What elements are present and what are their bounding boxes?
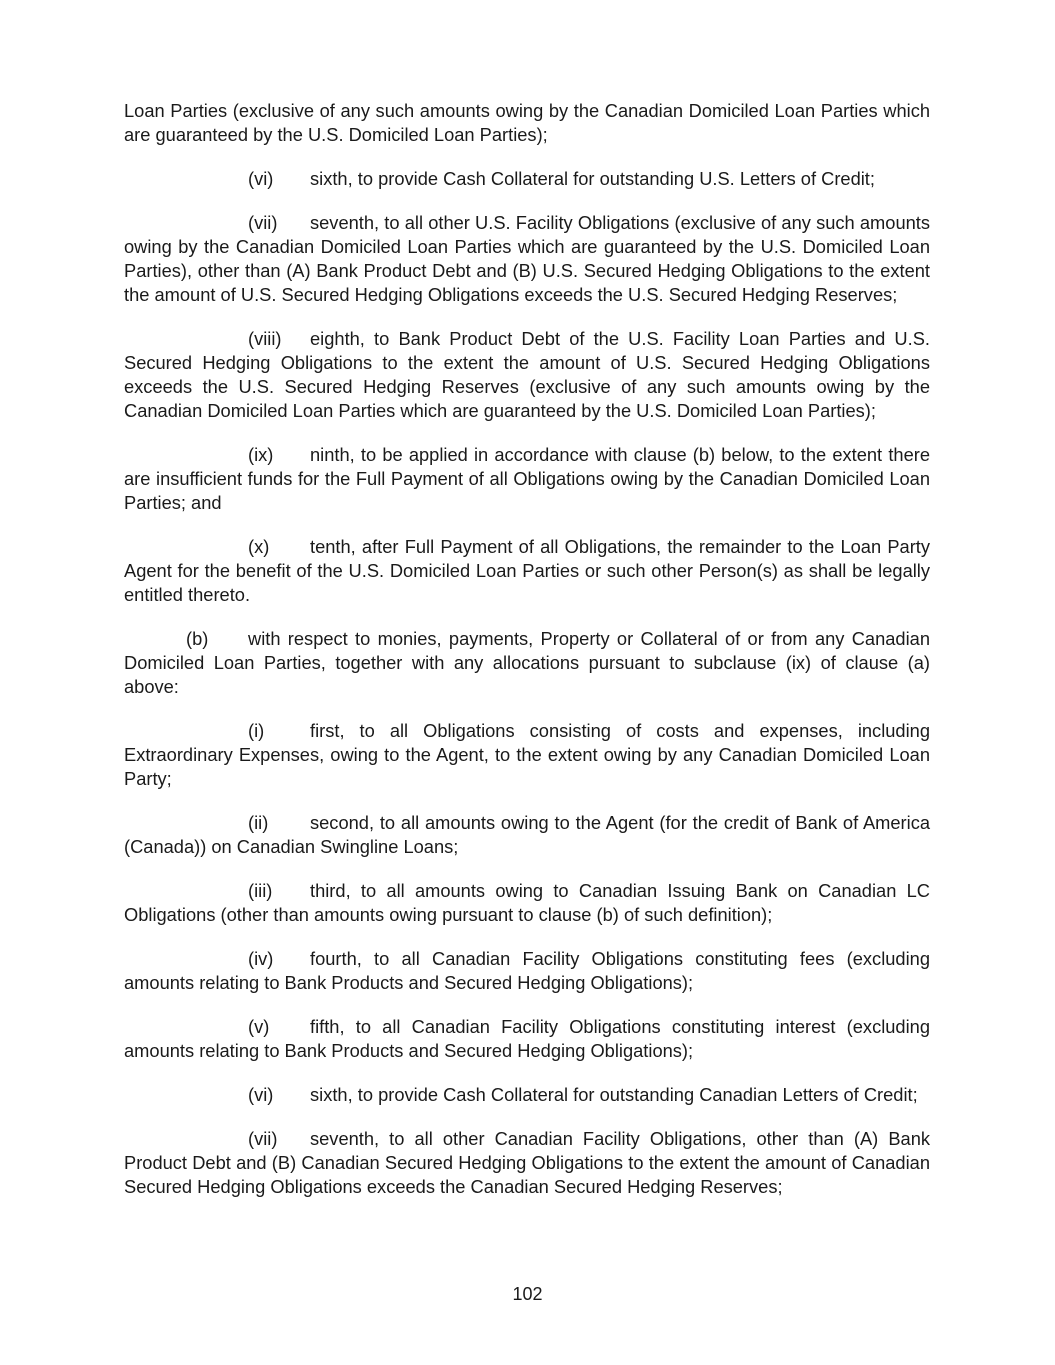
item-text: tenth, after Full Payment of all Obligations, the remainder to the Loan Party Agent for the benefit of the U.S. Domiciled Loan Parties or such other Person(s) as shall be legally entitled thereto. <box>124 536 930 605</box>
item-text: first, to all Obligations consisting of costs and expenses, including Extraordinary Expenses, owing to the Agent, to the extent owing by any Canadian Domiciled Loan Party; <box>124 720 930 789</box>
item-number: (vi) <box>248 1084 274 1105</box>
clause-a-item-vi <box>124 167 930 191</box>
item-number: (vii) <box>248 1128 278 1149</box>
continuation-paragraph: Loan Parties (exclusive of any such amounts owing by the Canadian Domiciled Loan Parties which are guaranteed by the U.S. Domiciled Loan Parties); <box>124 100 930 145</box>
clause-b-item-iv <box>124 947 930 995</box>
item-text: fourth, to all Canadian Facility Obligations constituting fees (excluding amounts relating to Bank Products and Secured Hedging Obligations); <box>124 948 930 993</box>
item-number: (ii) <box>248 812 269 833</box>
item-number: (v) <box>248 1016 270 1037</box>
clause-number: (b) <box>186 628 209 649</box>
item-text: ninth, to be applied in accordance with clause (b) below, to the extent there are insufficient funds for the Full Payment of all Obligations owing by the Canadian Domiciled Loan Parties; and <box>124 444 930 513</box>
item-text: second, to all amounts owing to the Agent (for the credit of Bank of America (Canada)) on Canadian Swingline Loans; <box>124 812 930 857</box>
clause-b <box>124 627 930 699</box>
clause-a-item-x <box>124 535 930 607</box>
item-text: eighth, to Bank Product Debt of the U.S. Facility Loan Parties and U.S. Secured Hedging Obligations to the extent the amount of U.S. Secured Hedging Obligations exceeds the U.S. Secured Hedging Reserves (exclusive of any such amounts owing by the Canadian Domiciled Loan Parties which are guaranteed by the U.S. Domiciled Loan Parties); <box>124 328 930 421</box>
item-number: (x) <box>248 536 270 557</box>
item-number: (i) <box>248 720 265 741</box>
item-number: (vi) <box>248 168 274 189</box>
item-number: (viii) <box>248 328 282 349</box>
clause-a-item-viii <box>124 327 930 423</box>
clause-b-item-vii <box>124 1127 930 1199</box>
item-number: (iii) <box>248 880 273 901</box>
item-number: (vii) <box>248 212 278 233</box>
clause-b-item-ii <box>124 811 930 859</box>
item-text: sixth, to provide Cash Collateral for outstanding U.S. Letters of Credit; <box>310 168 875 189</box>
clause-b-item-v <box>124 1015 930 1063</box>
document-body <box>124 99 930 1219</box>
page-number: 102 <box>512 1284 543 1304</box>
item-text: seventh, to all other Canadian Facility Obligations, other than (A) Bank Product Debt and (B) Canadian Secured Hedging Obligations to the extent the amount of Canadian Secured Hedging Obligations exceeds the Canadian Secured Hedging Reserves; <box>124 1128 930 1197</box>
item-text: sixth, to provide Cash Collateral for outstanding Canadian Letters of Credit; <box>310 1084 918 1105</box>
item-number: (ix) <box>248 444 274 465</box>
clause-b-item-iii <box>124 879 930 927</box>
clause-text: with respect to monies, payments, Property or Collateral of or from any Canadian Domiciled Loan Parties, together with any allocations pursuant to subclause (ix) of clause (a) above: <box>124 628 930 697</box>
clause-b-item-vi <box>124 1083 930 1107</box>
clause-b-item-i <box>124 719 930 791</box>
item-text: seventh, to all other U.S. Facility Obligations (exclusive of any such amounts owing by the Canadian Domiciled Loan Parties which are guaranteed by the U.S. Domiciled Loan Parties), other than (A) Bank Product Debt and (B) U.S. Secured Hedging Obligations to the extent the amount of U.S. Secured Hedging Obligations exceeds the U.S. Secured Hedging Reserves; <box>124 212 930 305</box>
clause-a-item-ix <box>124 443 930 515</box>
item-text: third, to all amounts owing to Canadian Issuing Bank on Canadian LC Obligations (other than amounts owing pursuant to clause (b) of such definition); <box>124 880 930 925</box>
clause-a-item-vii <box>124 211 930 307</box>
item-text: fifth, to all Canadian Facility Obligations constituting interest (excluding amounts relating to Bank Products and Secured Hedging Obligations); <box>124 1016 930 1061</box>
item-number: (iv) <box>248 948 274 969</box>
